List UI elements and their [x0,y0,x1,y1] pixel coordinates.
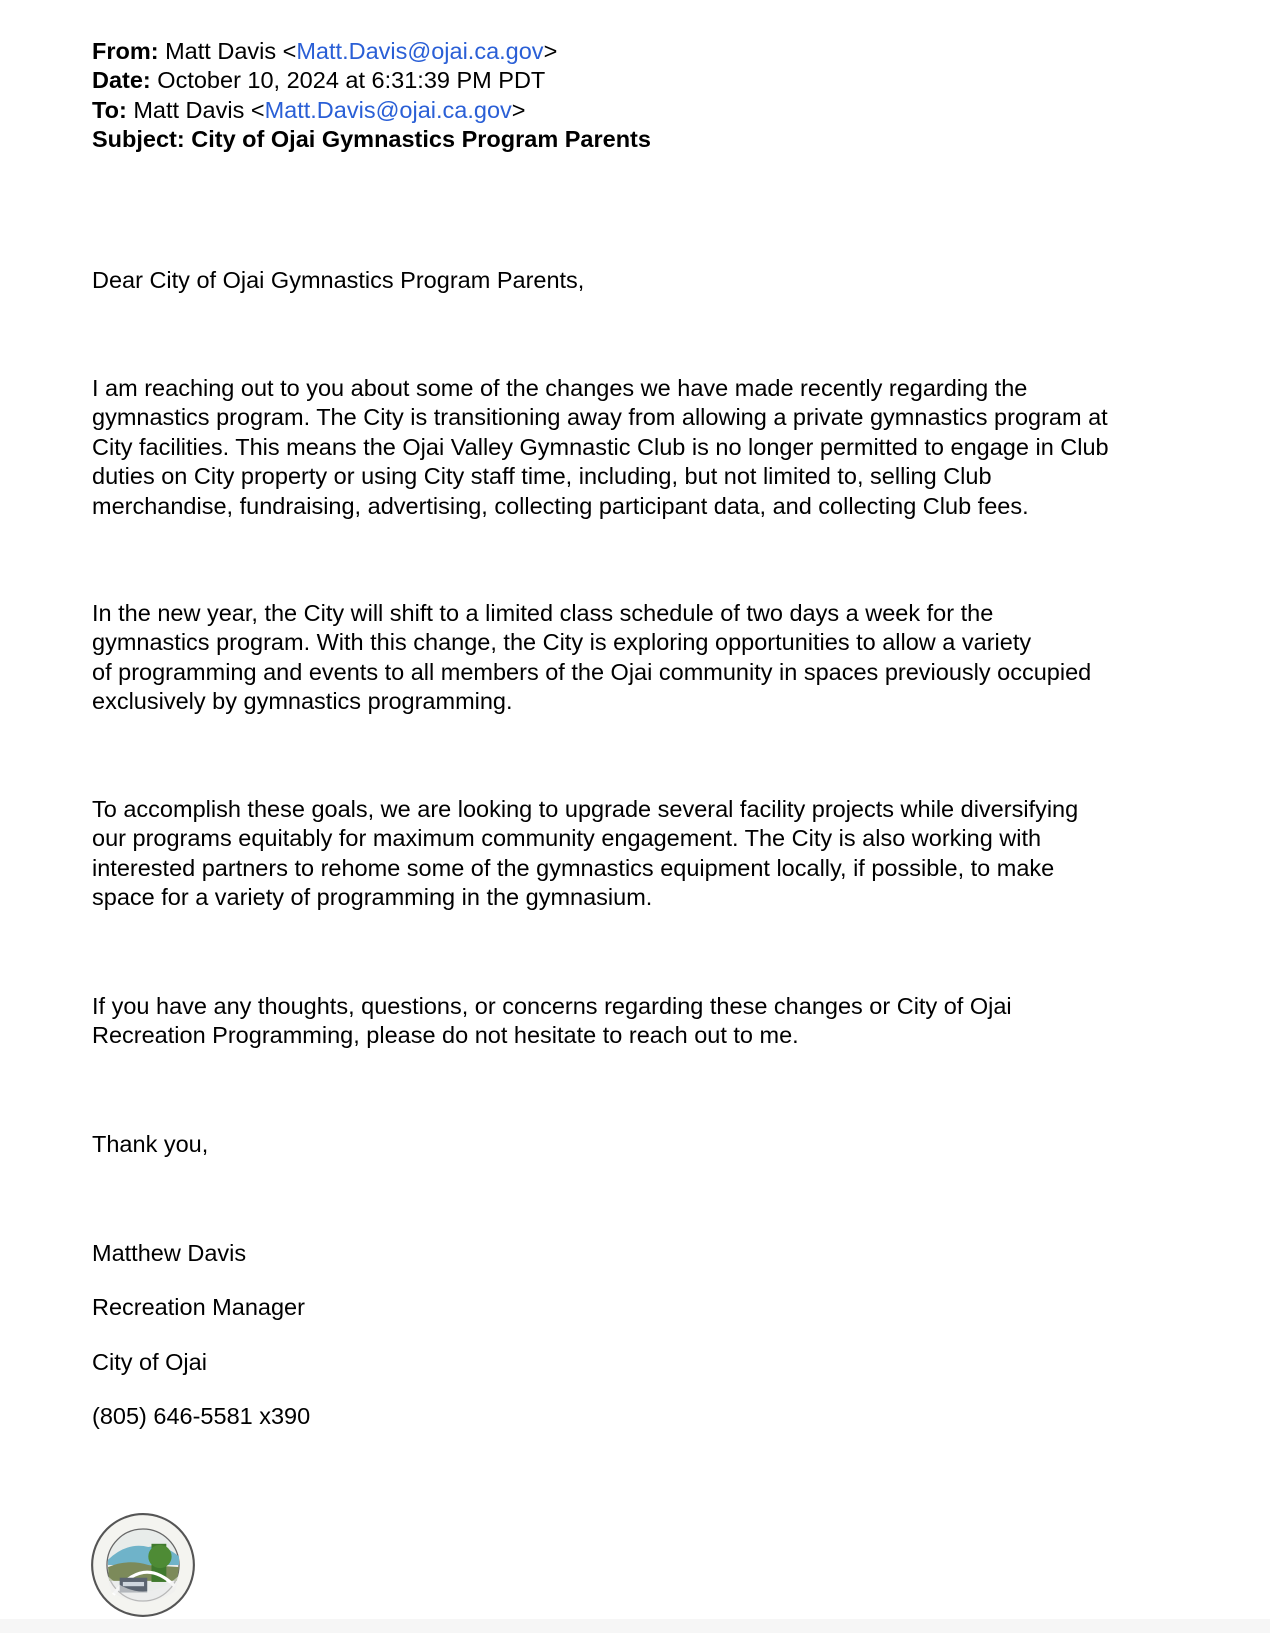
paragraph-4: If you have any thoughts, questions, or concerns regarding these changes or City of Ojai Recreation Programming, please do not hesitate to reach out to me. [92,993,1012,1049]
to-email-link[interactable]: Matt.Davis@ojai.ca.gov [264,96,512,123]
paragraph-1: I am reaching out to you about some of the changes we have made recently regarding the gymnastics program. The City is transitioning away from allowing a private gymnastics program at City facilities. This means the Ojai Valley Gymnastic Club is no longer permitted to engage in Club duties on City property or using City staff time, including, but not limited to, selling Club merchandise, fundraising, advertising, collecting participant data, and collecting Club fees. [92,375,1109,519]
signature-org: City of Ojai [92,1349,207,1375]
city-of-ojai-seal-logo [90,1512,196,1618]
paragraph-3: To accomplish these goals, we are looking to upgrade several facility projects while diversifying our programs equitably for maximum community engagement. The City is also working with interested partners to rehome some of the gymnastics equipment locally, if possible, to make space for a variety of programming in the gymnasium. [92,796,1079,911]
email-header [92,37,651,155]
signature-phone: (805) 646-5581 x390 [92,1403,311,1429]
footer-strip [0,1619,1270,1633]
from-email-link[interactable]: Matt.Davis@ojai.ca.gov [296,38,544,64]
subject-line: Subject: City of Ojai Gymnastics Program Parents [92,126,651,153]
greeting: Dear City of Ojai Gymnastics Program Parents, [92,267,585,293]
paragraph-2: In the new year, the City will shift to a limited class schedule of two days a week for the gymnastics program. With this change, the City is exploring opportunities to allow a variety of programming and events to all members of the Ojai community in spaces previously occupied exclusively by gymnastics programming. [92,600,1092,715]
from-line: From: Matt Davis <Matt.Davis@ojai.ca.gov> [92,38,558,64]
to-line: To: Matt Davis <Matt.Davis@ojai.ca.gov> [92,96,526,123]
closing: Thank you, [92,1131,209,1157]
date-line: Date: October 10, 2024 at 6:31:39 PM PDT [92,67,546,94]
signature-title: Recreation Manager [92,1294,305,1320]
signature-name: Matthew Davis [92,1240,247,1266]
